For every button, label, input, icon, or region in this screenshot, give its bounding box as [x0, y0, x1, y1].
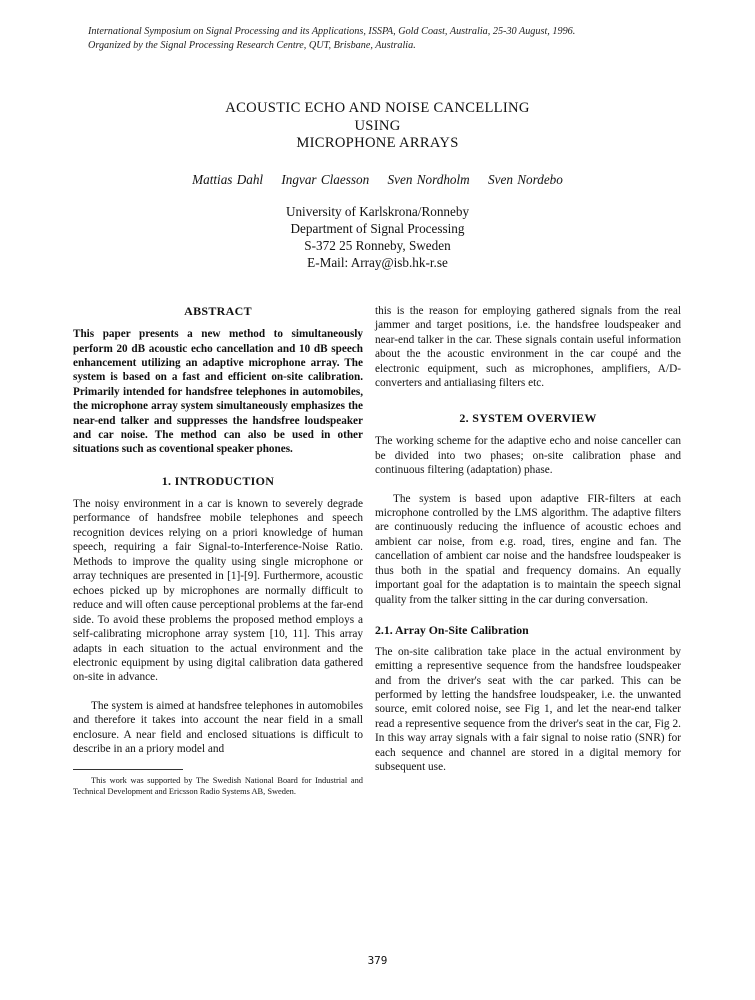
title-line-1: ACOUSTIC ECHO AND NOISE CANCELLING	[225, 100, 530, 116]
left-column	[73, 304, 363, 798]
author: Mattias Dahl	[192, 172, 264, 187]
affiliation-email: E-Mail: Array@isb.hk-r.se	[307, 255, 448, 270]
conference-header	[88, 25, 688, 53]
paper-title	[100, 100, 655, 153]
introduction-heading: 1. INTRODUCTION	[161, 473, 275, 488]
affiliation-department: Department of Signal Processing	[290, 221, 465, 236]
header-line-1: International Symposium on Signal Processing and its Applications, ISSPA, Gold Coast, Australia, 25-30 August, 1996.	[88, 26, 576, 37]
calibration-heading: 2.1. Array On-Site Calibration	[375, 623, 529, 638]
author-list	[100, 172, 655, 188]
introduction-paragraph-2-continued: this is the reason for employing gathered signals from the real jammer and target positions, i.e. the handsfree loudspeaker and near-end talker in the car. These signals contain useful information about the the acoustic environment in the car coupé and the electronic equipment, such as microphones, amplifiers, A/D-converters and antialiasing filters etc.	[375, 305, 681, 390]
footnote: This work was supported by The Swedish National Board for Industrial and Technical Development and Ericsson Radio Systems AB, Sweden.	[73, 775, 363, 797]
system-overview-paragraph-1: The working scheme for the adaptive echo and noise canceller can be divided into two phases; on-site calibration phase and continuous filtering (adaptation) phase.	[375, 435, 681, 477]
abstract-text: This paper presents a new method to simultaneously perform 20 dB acoustic echo cancellation and 10 dB speech enhancement utilizing an adaptive microphone array. The system is based on a fast and efficient on-site calibration. Primarily intended for handsfree telephones in automobiles, the microphone array system simultaneously emphasizes the near-end talker and suppresses the handsfree loudspeaker and car noise. The method can also be used in other situations such as coventional speaker phones.	[73, 328, 363, 456]
introduction-paragraph-1: The noisy environment in a car is known to severely degrade performance of handsfree mobile telephones and speech recognition devices relying on a priori knowledge of human speech, requiring a fair Signal-to-Interference-Noise Ratio. Methods to improve the quality using single microphone or array techniques are presented in [1]-[9]. Furthermore, acoustic echoes picked up by microphones are normally difficult to reduce and will often cause perceptional problems at the far-end side. To avoid these problems the proposed method employs a self-calibrating microphone array system [10, 11]. This array adapts in each situation to the actual environment and the electronic equipment by using digital calibration data gathered on-site in advance.	[73, 498, 363, 684]
affiliation-university: University of Karlskrona/Ronneby	[285, 204, 470, 219]
affiliation	[100, 203, 655, 271]
header-line-2: Organized by the Signal Processing Research Centre, QUT, Brisbane, Australia.	[88, 40, 416, 51]
author: Sven Nordholm	[387, 172, 470, 187]
page-number: 379	[367, 954, 388, 967]
author: Sven Nordebo	[488, 172, 563, 187]
calibration-paragraph: The on-site calibration take place in the actual environment by emitting a representive sequence from the handsfree loudspeaker and from the driver's seat with the car parked. This can be performed by letting the handsfree loudspeaker, i.e. the unwanted source, emit colored noise, see Fig 1, and let the near-end talker read a representive sequence from the driver's seat in the car, Fig 2. In this way array signals with a fair signal to noise ratio (SNR) for each sequence and channel are stored in a digital memory for subsequent use.	[375, 645, 681, 774]
title-line-2: USING	[354, 117, 401, 134]
title-line-3: MICROPHONE ARRAYS	[296, 135, 459, 151]
right-column	[375, 304, 681, 775]
abstract-heading: ABSTRACT	[184, 304, 252, 318]
system-overview-heading: 2. SYSTEM OVERVIEW	[459, 410, 597, 425]
author: Ingvar Claesson	[281, 172, 370, 187]
affiliation-address: S-372 25 Ronneby, Sweden	[304, 238, 451, 253]
introduction-paragraph-2: The system is aimed at handsfree telephones in automobiles and therefore it takes into account the near field in a small enclosure. A near field and enclosed situations is difficult to describe in an a priory model and	[73, 699, 363, 756]
system-overview-paragraph-2: The system is based upon adaptive FIR-filters at each microphone controlled by the LMS algorithm. The adaptive filters are continuously reducing the influence of acoustic echoes and ambient car noise, from e.g. road, tires, engine and fan. The cancellation of ambient car noise and the handsfree loudspeaker is thus both in the spatial and frequency domains. An equally important goal for the adaptation is to maintain the speech signal quality from the talker sitting in the car during conversation.	[375, 492, 681, 606]
footnote-divider	[73, 769, 183, 770]
